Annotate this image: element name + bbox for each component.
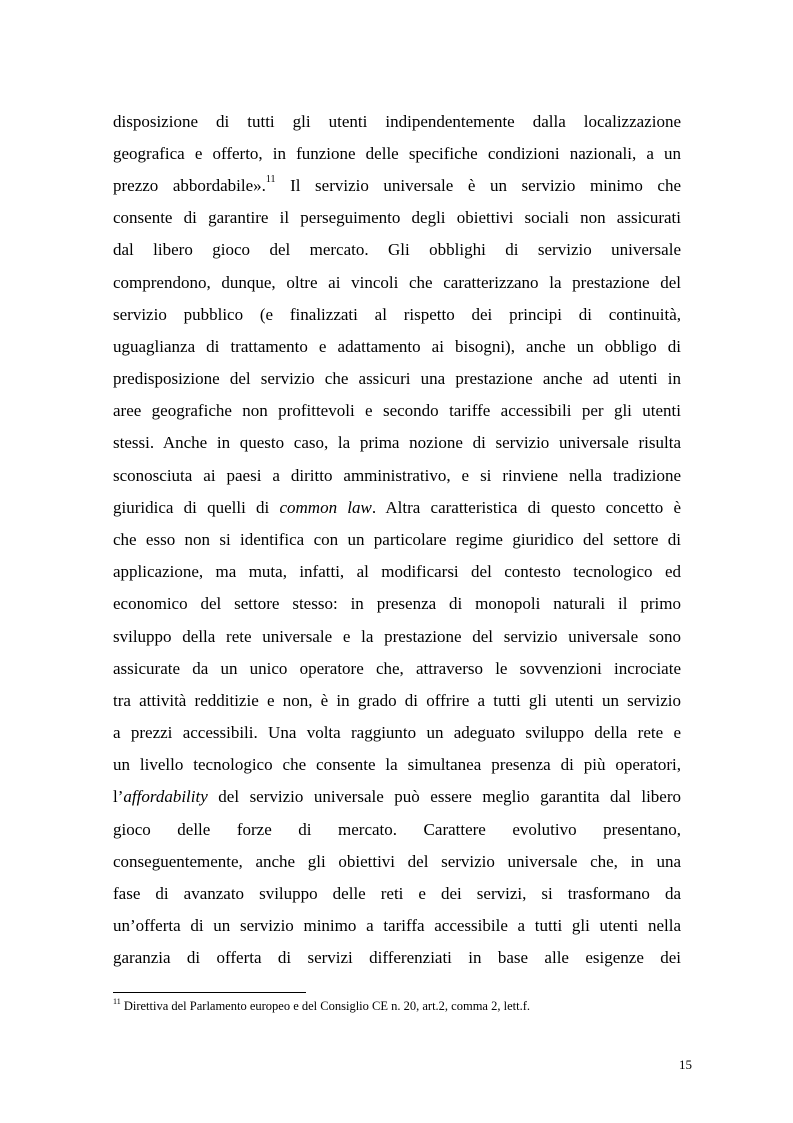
text-run: prezzo abbordabile». [113, 176, 266, 195]
text-line: gioco delle forze di mercato. Carattere evolutivo presentano, [113, 820, 681, 839]
text-line: dal libero gioco del mercato. Gli obblighi di servizio universale [113, 240, 681, 259]
footnote-reference: 11 [265, 174, 276, 186]
text-line: disposizione di tutti gli utenti indipendentemente dalla localizzazione [113, 112, 681, 131]
text-line: comprendono, dunque, oltre ai vincoli che caratterizzano la prestazione del [113, 273, 681, 292]
text-run: giuridica di quelli di [113, 498, 280, 517]
text-line: uguaglianza di trattamento e adattamento ai bisogni), anche un obbligo di [113, 337, 681, 356]
text-line: un livello tecnologico che consente la simultanea presenza di più operatori, [113, 755, 681, 774]
text-line: stessi. Anche in questo caso, la prima nozione di servizio universale risulta [113, 433, 681, 452]
italic-term: common law [279, 498, 372, 517]
text-line: un’offerta di un servizio minimo a tariffa accessibile a tutti gli utenti nella [113, 916, 681, 935]
text-line: conseguentemente, anche gli obiettivi del servizio universale che, in una [113, 852, 681, 871]
text-run: del servizio universale può essere meglio garantita dal libero [207, 787, 681, 806]
text-line: economico del settore stesso: in presenza di monopoli naturali il primo [113, 594, 681, 613]
text-line: a prezzi accessibili. Una volta raggiunto un adeguato sviluppo della rete e [113, 723, 681, 742]
footnote [113, 998, 681, 1014]
text-line [113, 175, 681, 197]
footnote-separator [113, 992, 306, 993]
text-line: consente di garantire il perseguimento degli obiettivi sociali non assicurati [113, 208, 681, 227]
text-line: applicazione, ma muta, infatti, al modificarsi del contesto tecnologico ed [113, 562, 681, 581]
text-line: tra attività redditizie e non, è in grado di offrire a tutti gli utenti un servizio [113, 691, 681, 710]
text-run: . Altra caratteristica di questo concetto è [371, 498, 681, 517]
page-number: 15 [679, 1057, 692, 1072]
text-line: assicurate da un unico operatore che, attraverso le sovvenzioni incrociate [113, 659, 681, 678]
text-line: geografica e offerto, in funzione delle specifiche condizioni nazionali, a un [113, 144, 681, 163]
text-line: sviluppo della rete universale e la prestazione del servizio universale sono [113, 627, 681, 646]
footnote-text: Direttiva del Parlamento europeo e del Consiglio CE n. 20, art.2, comma 2, lett.f. [120, 999, 530, 1013]
text-line [113, 497, 681, 519]
text-line: che esso non si identifica con un particolare regime giuridico del settore di [113, 530, 681, 549]
text-line: garanzia di offerta di servizi differenziati in base alle esigenze dei [113, 948, 681, 967]
text-line: aree geografiche non profittevoli e secondo tariffe accessibili per gli utenti [113, 401, 681, 420]
text-run: Il servizio universale è un servizio minimo che [275, 176, 681, 195]
text-line: servizio pubblico (e finalizzati al rispetto dei principi di continuità, [113, 305, 681, 324]
italic-term: affordability [123, 787, 208, 806]
text-line: fase di avanzato sviluppo delle reti e dei servizi, si trasformano da [113, 884, 681, 903]
text-line [113, 786, 681, 808]
text-line: predisposizione del servizio che assicuri una prestazione anche ad utenti in [113, 369, 681, 388]
footnote-number: 11 [113, 996, 121, 1006]
text-run: l’ [113, 787, 124, 806]
text-line: sconosciuta ai paesi a diritto amministrativo, e si rinviene nella tradizione [113, 466, 681, 485]
